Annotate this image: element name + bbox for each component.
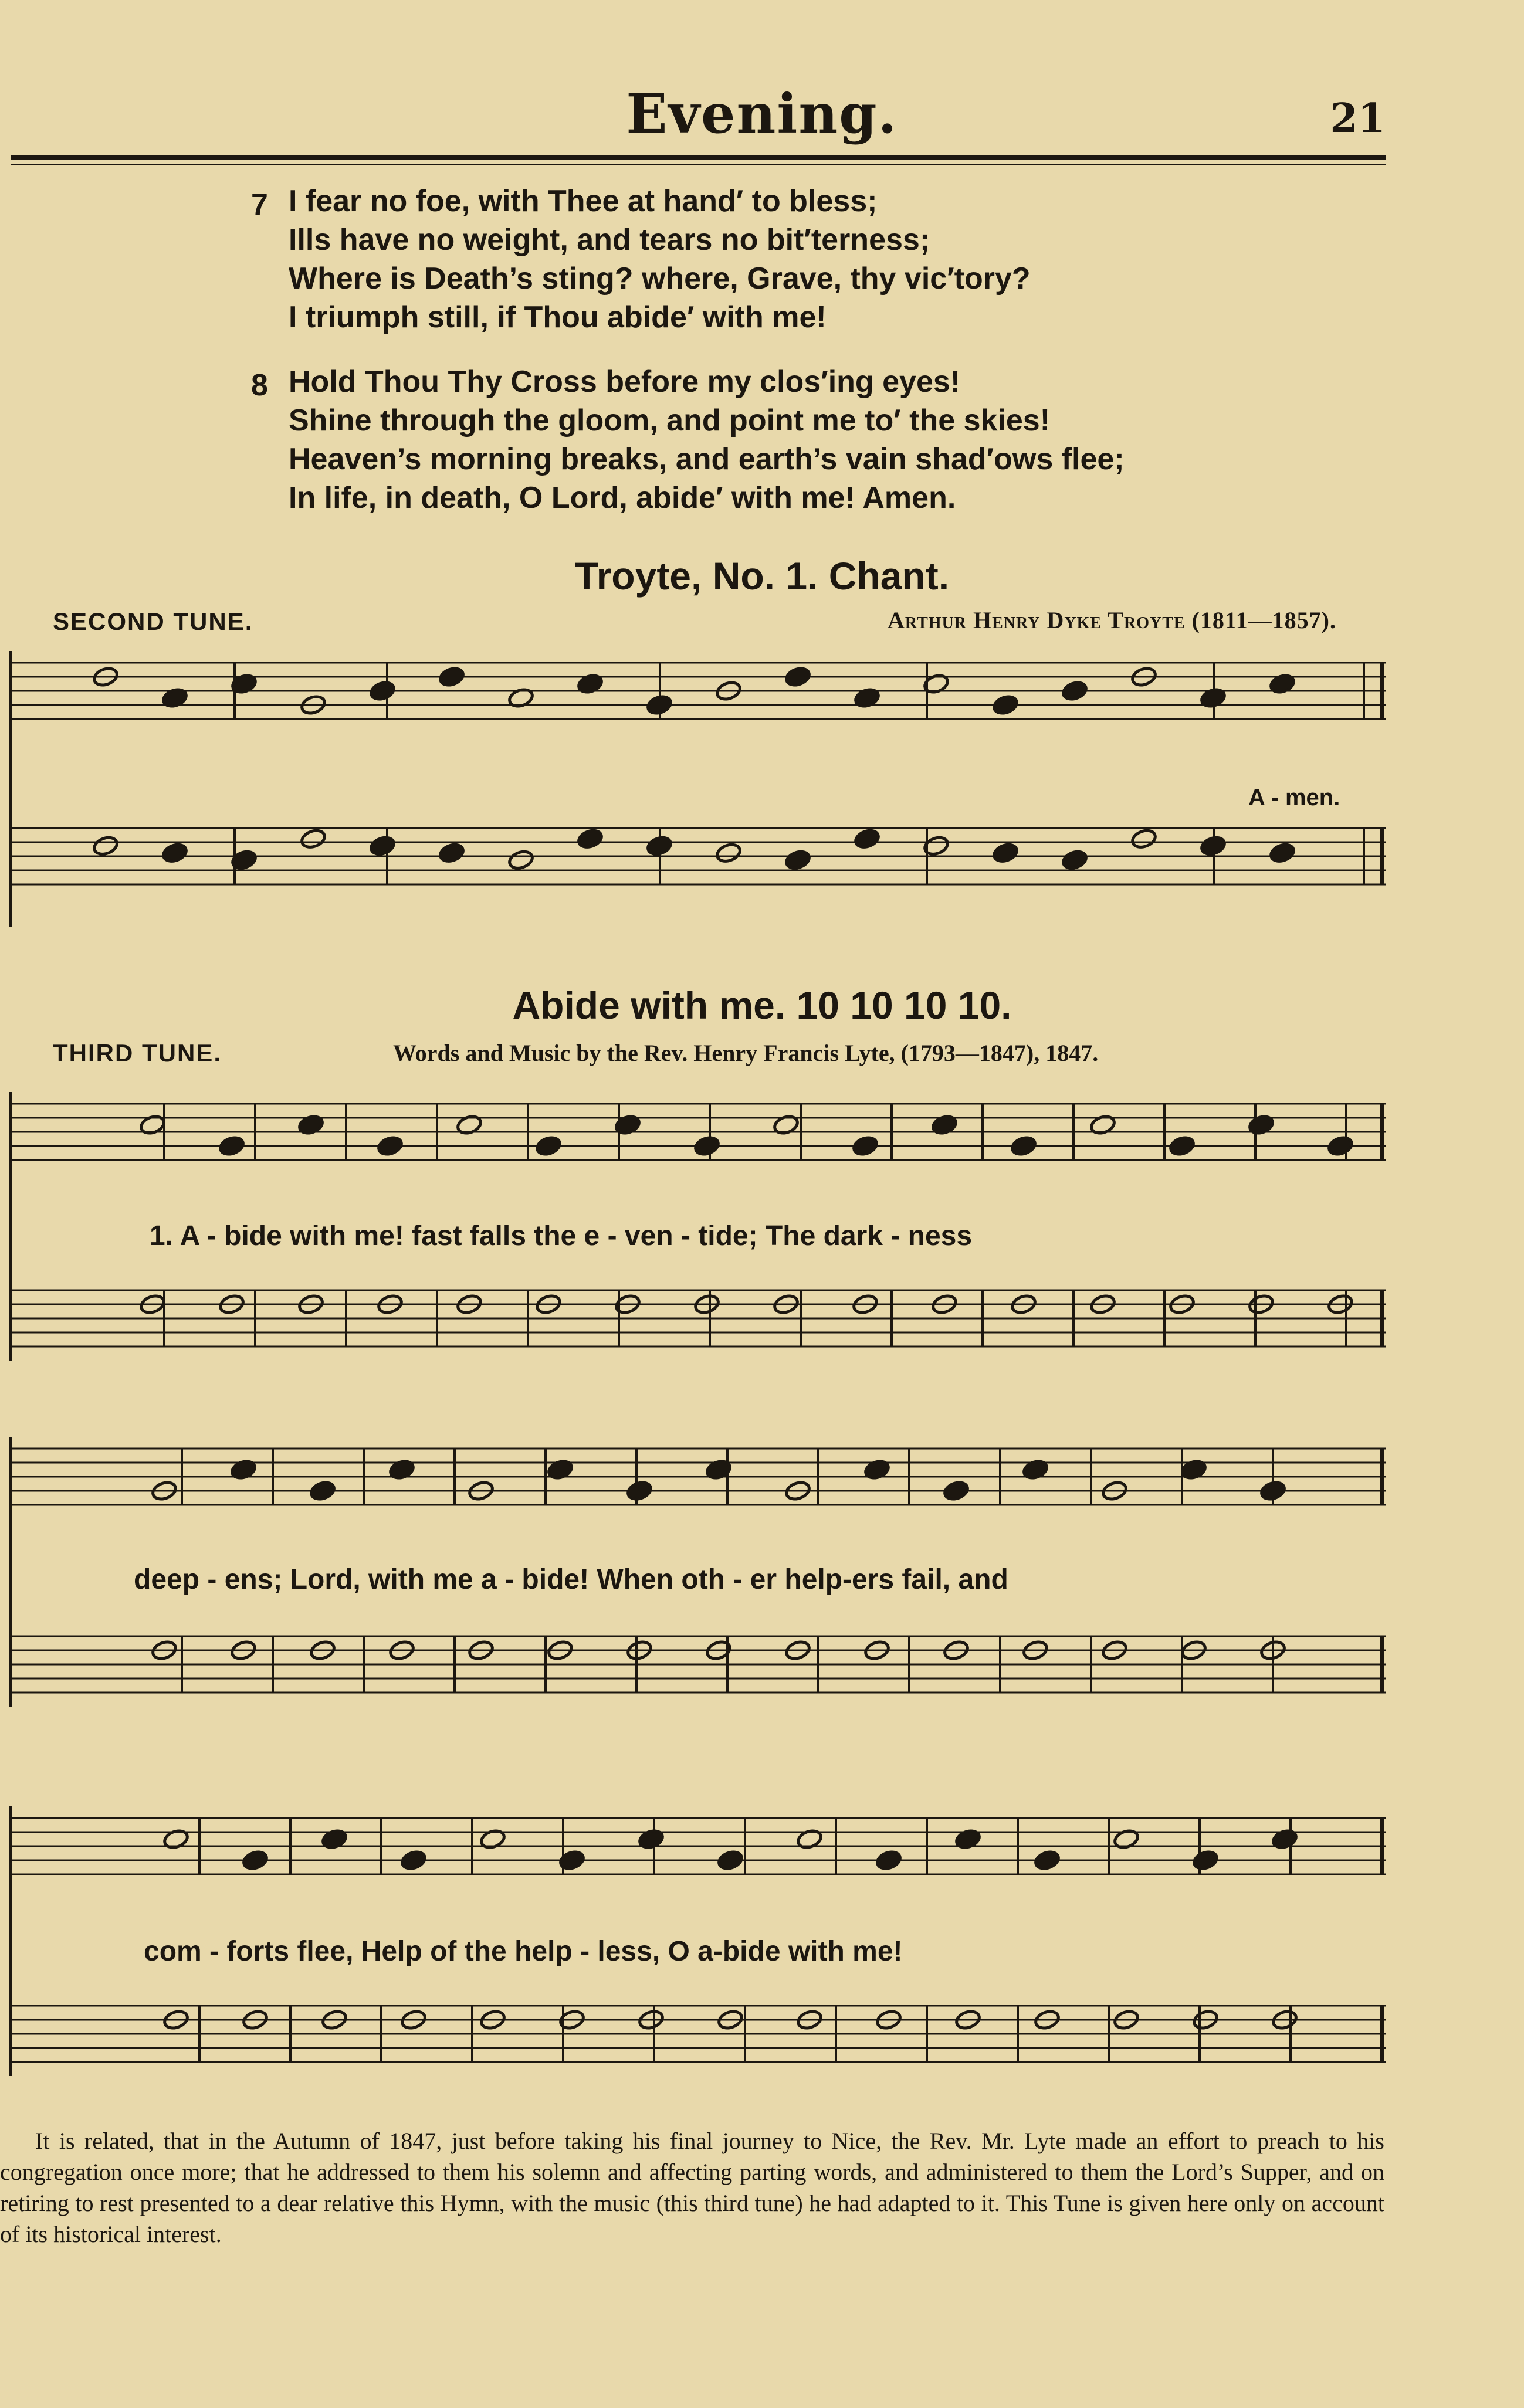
note-head (646, 694, 673, 716)
note-head (377, 1135, 404, 1157)
historical-note (0, 2125, 1384, 2250)
lyric-line-2: deep - ens; Lord, with me a - bide! When oth - er help-ers fail, and (134, 1564, 1008, 1595)
note-head (943, 1480, 970, 1502)
note-head (784, 666, 811, 688)
note-head (400, 1849, 427, 1871)
second-tune-label: SECOND TUNE. (53, 608, 253, 635)
note-head (300, 827, 327, 850)
note-head (992, 694, 1019, 716)
second-tune-title: Troyte, No. 1. Chant. (574, 554, 950, 598)
note-head (535, 1135, 562, 1157)
note-head (438, 666, 465, 688)
note-head (1034, 1849, 1061, 1871)
third-tune-credit: Words and Music by the Rev. Henry Francis Lyte, (1793—1847), 1847. (393, 1040, 1099, 1066)
note-head (1327, 1135, 1354, 1157)
note-head (507, 849, 534, 871)
note-head (646, 835, 673, 857)
verse-line: Hold Thou Thy Cross before my clos′ing eyes! (289, 365, 961, 399)
note-head (992, 842, 1019, 864)
verse-number: 7 (251, 188, 268, 222)
note-head (715, 842, 742, 864)
second-tune-credit: Arthur Henry Dyke Troyte (1811—1857). (887, 607, 1336, 633)
note-head (626, 1480, 653, 1502)
verse-line: Shine through the gloom, and point me to′ the skies! (289, 403, 1051, 437)
note-head (242, 1849, 269, 1871)
note-head (369, 835, 396, 857)
note-head (92, 835, 119, 857)
verse-number: 8 (251, 368, 268, 402)
note-head (438, 842, 465, 864)
third-tune-title: Abide with me. 10 10 10 10. (512, 983, 1012, 1027)
note-head (1061, 849, 1088, 871)
verse-line: Ills have no weight, and tears no bit′terness; (289, 223, 930, 257)
note-head (369, 680, 396, 702)
note-head (577, 827, 604, 850)
lyric-line-1: 1. A - bide with me! fast falls the e - ven - tide; The dark - ness (150, 1220, 973, 1252)
amen-lyric: A - men. (1248, 785, 1340, 810)
verse-line: I triumph still, if Thou abide′ with me! (289, 300, 827, 334)
lyric-line-3: com - forts flee, Help of the help - less, O a-bide with me! (144, 1936, 903, 1967)
verse-line: Where is Death’s sting? where, Grave, thy vic′tory? (289, 262, 1031, 296)
note-head (1010, 1135, 1037, 1157)
verse-line: In life, in death, O Lord, abide′ with me! Amen. (289, 481, 956, 515)
note-head (784, 849, 811, 871)
note-head (854, 827, 880, 850)
note-head (1200, 835, 1227, 857)
note-head (693, 1135, 720, 1157)
note-head (309, 1480, 336, 1502)
verse-line: I fear no foe, with Thee at hand′ to bless; (289, 184, 878, 218)
note-head (218, 1135, 245, 1157)
note-head (161, 842, 188, 864)
note-head (1169, 1135, 1196, 1157)
note-head (1259, 1480, 1286, 1502)
historical-note-text: It is related, that in the Autumn of 1847, just before taking his final journey to Nice, the Rev. Mr. Lyte made an effort to preach to his congregation once more; that he addressed to them his solemn and affecting parting words, and administered to them the Lord’s Supper, and on retiring to rest presented to a dear relative this Hymn, with the music (this third tune) he had adapted to it. This Tune is given here only on account of its historical interest. (0, 2128, 1384, 2247)
page-title: Evening. (626, 82, 898, 145)
note-head (1269, 842, 1296, 864)
note-head (1192, 1849, 1219, 1871)
note-head (1061, 680, 1088, 702)
page-number: 21 (1330, 95, 1386, 142)
verse-line: Heaven’s morning breaks, and earth’s vain shad′ows flee; (289, 442, 1125, 476)
note-head (852, 1135, 879, 1157)
note-head (1130, 827, 1157, 850)
third-tune-label: THIRD TUNE. (53, 1039, 222, 1067)
note-head (717, 1849, 744, 1871)
note-head (875, 1849, 902, 1871)
